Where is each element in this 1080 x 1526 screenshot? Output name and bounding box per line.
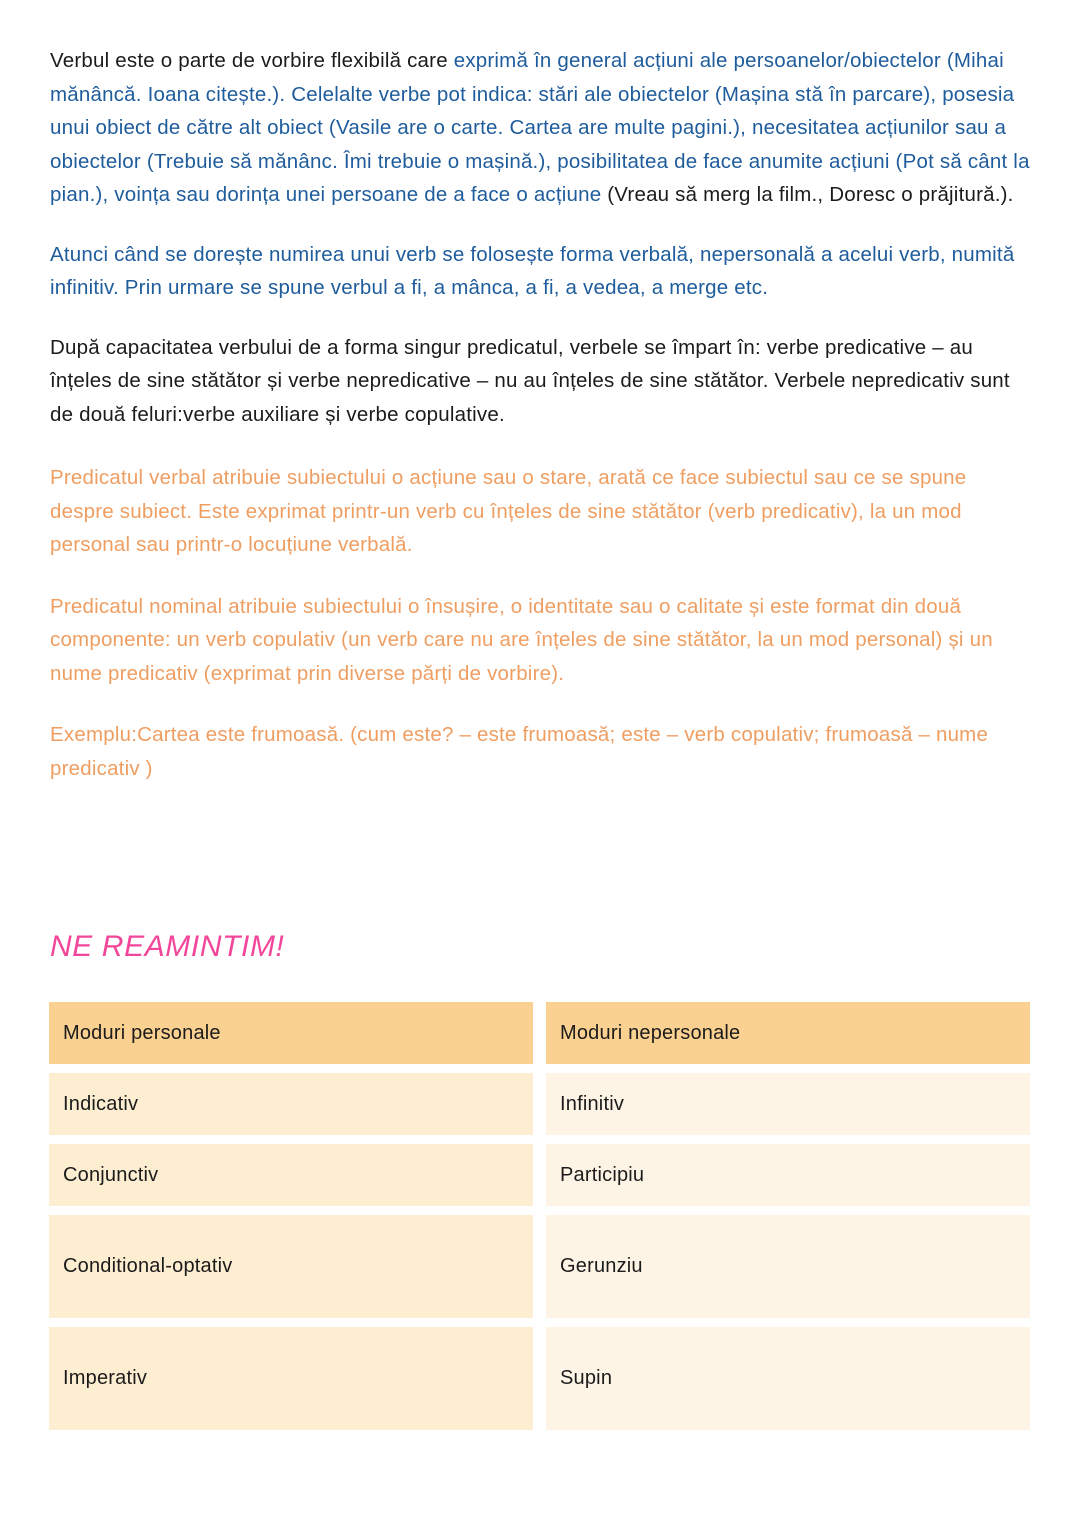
table-cell-mode-personal-1: Indicativ <box>49 1073 533 1135</box>
table-header-row <box>49 1002 1030 1064</box>
paragraph-infinitiv: Atunci când se dorește numirea unui verb se folosește forma verbală, nepersonală a acelui verb, numită infinitiv. Prin urmare se spune verbul a fi, a mânca, a fi, a vedea, a merge etc. <box>50 242 1015 299</box>
table-row <box>49 1144 1030 1206</box>
verb-modes-table <box>49 1002 1030 1439</box>
paragraph-predicative: După capacitatea verbului de a forma singur predicatul, verbele se împart în: verbe predicative – au înțeles de sine stătător și verbe nepredicative – nu au înțeles de sine stătător. Verbele nepredicativ sunt de două feluri:verbe auxiliare și verbe copulative. <box>50 335 1010 426</box>
table-row <box>49 1073 1030 1135</box>
paragraph-predicat-nominal: Predicatul nominal atribuie subiectului o însușire, o identitate sau o calitate și este format din două componente: un verb copulativ (un verb care nu are înțeles de sine stătător, la un mod personal) și un nume predicativ (exprimat prin diverse părți de vorbire). <box>50 594 993 685</box>
paragraph-predicat-verbal: Predicatul verbal atribuie subiectului o acțiune sau o stare, arată ce face subiectul sau ce se spune despre subiect. Este exprimat printr-un verb cu înțeles de sine stătător (verb predicativ), la un mod personal sau printr-o locuțiune verbală. <box>50 466 967 556</box>
table-cell-mode-personal-4: Imperativ <box>49 1327 533 1430</box>
table-cell-mode-nepersonal-1: Infinitiv <box>546 1073 1030 1135</box>
table-row <box>49 1327 1030 1430</box>
paragraph-verb-definition <box>50 44 1030 212</box>
table-cell-mode-nepersonal-3: Gerunziu <box>546 1215 1030 1318</box>
table-header-moduri-nepersonale: Moduri nepersonale <box>546 1002 1030 1064</box>
table-cell-mode-nepersonal-4: Supin <box>546 1327 1030 1430</box>
table-cell-mode-personal-3: Conditional-optativ <box>49 1215 533 1318</box>
table-cell-mode-personal-2: Conjunctiv <box>49 1144 533 1206</box>
table-row <box>49 1215 1030 1318</box>
paragraph-exemplu: Exemplu:Cartea este frumoasă. (cum este? – este frumoasă; este – verb copulativ; frumoasă – nume predicativ ) <box>50 723 989 780</box>
paragraph-segment-blue: exprimă în general acțiuni ale persoanelor/obiectelor (Mihai mănâncă. Ioana citește.). Celelalte verbe pot indica: stări ale obiectelor (Mașina stă în parcare), posesia unui obiect de către alt obiect (Vasile are o carte. Cartea are multe pagini.), necesitatea acțiunilor sau a obiectelor (Trebuie să mănânc. Îmi trebuie o mașină.), posibilitatea de face anumite acțiuni (Pot să cânt la pian.), voința sau dorința unei persoane de a face o acțiune <box>50 49 1030 206</box>
paragraph-segment-dark-lead: Verbul este o parte de vorbire flexibilă care <box>50 49 454 72</box>
section-heading-ne-reamintim: NE REAMINTIM! <box>50 930 285 963</box>
section-heading-wrapper <box>50 930 284 963</box>
table-cell-mode-nepersonal-2: Participiu <box>546 1144 1030 1206</box>
paragraph-segment-dark-tail: (Vreau să merg la film., Doresc o prăjitură.). <box>601 183 1014 206</box>
table-header-moduri-personale: Moduri personale <box>49 1002 533 1064</box>
